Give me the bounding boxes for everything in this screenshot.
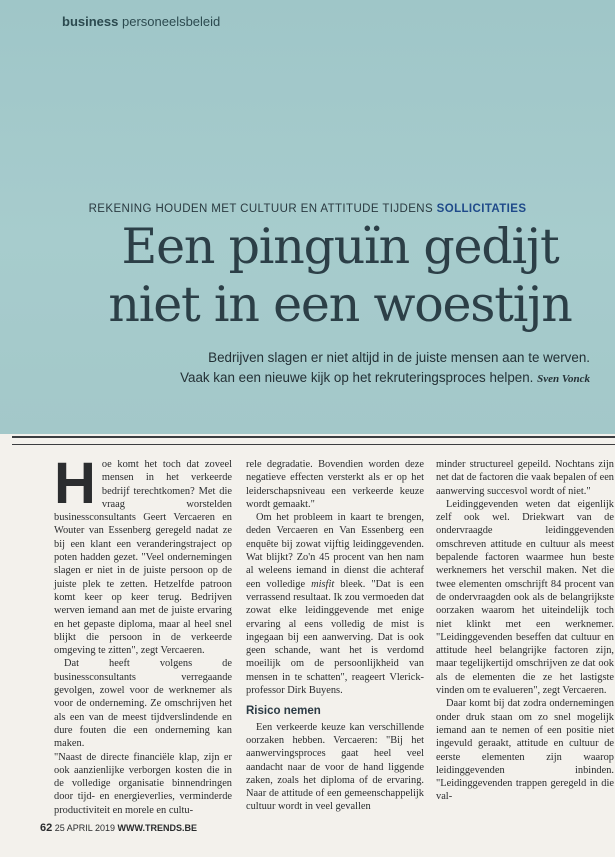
column-3 bbox=[436, 458, 614, 804]
headline-line-2: niet in een woestijn bbox=[108, 276, 572, 333]
section-name: business bbox=[62, 14, 119, 29]
lead-line-1: Bedrijven slagen er niet altijd in de juiste mensen aan te werven. bbox=[208, 350, 590, 365]
issue-date: 25 APRIL 2019 bbox=[54, 823, 115, 833]
page-footer bbox=[40, 822, 197, 834]
kicker bbox=[0, 203, 615, 215]
paragraph: Een verkeerde keuze kan verschillende oorzaken hebben. Vercaeren: "Bij het aanwervingsproces gaat heel veel aandacht naar de voor de hand liggende zaken, zoals het diploma of de ervaring. Naar de attitude of een gemeenschappelijk cultuur wordt in veel gevallen bbox=[246, 721, 424, 813]
paragraph: Dat heeft volgens de businessconsultants verregaande gevolgen, zowel voor de werknemer als voor de onderneming. Ze omschrijven het als een van de meest tijdverslindende en dure fouten die een onderneming kan maken. bbox=[54, 658, 232, 750]
section-sub: personeelsbeleid bbox=[121, 14, 221, 29]
headline bbox=[60, 218, 615, 334]
section-label bbox=[62, 14, 220, 29]
headline-line-1: Een pinguïn gedijt bbox=[121, 218, 559, 275]
site-url: WWW.TRENDS.BE bbox=[117, 823, 197, 833]
page-number: 62 bbox=[40, 822, 53, 834]
lead-paragraph bbox=[120, 348, 590, 389]
column-2 bbox=[246, 458, 424, 814]
italic-term: misfit bbox=[311, 578, 335, 590]
column-1 bbox=[54, 451, 232, 817]
paragraph: rele degradatie. Bovendien worden deze negatieve effecten versterkt als er op het leiderschapsniveau een verkeerde keuze wordt gemaakt." bbox=[246, 459, 424, 510]
kicker-highlight: SOLLICITATIES bbox=[436, 203, 527, 215]
kicker-text: REKENING HOUDEN MET CULTUUR EN ATTITUDE TIJDENS bbox=[88, 203, 434, 215]
paragraph: minder structureel gepeild. Nochtans zijn net dat de factoren die vaak bepalen of een aanwerving succesvol wordt of niet." bbox=[436, 459, 614, 497]
paragraph: Daar komt bij dat zodra ondernemingen onder druk staan om zo snel mogelijk iemand aan te nemen of een positie niet ingevuld geraakt, attitude en cultuur de eerste elementen zijn waarop leidinggevenden inbinden. "Leidinggevenden trappen geregeld in die val- bbox=[436, 698, 614, 803]
paragraph-text: Om het probleem in kaart te brengen, deden Vercaeren en Van Essenberg een enquête bij zowat vijftig leidinggevenden. Wat blijkt? Zo'n 45 procent van hen nam al weleens iemand in dienst die achteraf een volledige bbox=[246, 512, 424, 590]
paragraph: "Naast de directe financiële klap, zijn er ook aanzienlijke verborgen kosten die in de volledige organisatie binnendringen door tijd- en energieverlies, verminderde productiviteit en morele en cultu- bbox=[54, 751, 232, 816]
paragraph: Leidinggevenden weten dat eigenlijk zelf ook wel. Driekwart van de ondervraagde leidinggevenden omschreven attitude en cultuur als meest bepalende factoren waarmee hun beste werknemers het verschil maken. Net die twee elementen omschrijft 84 procent van de ondervraagden ook als de belangrijkste oorzaken waarom het uiteindelijk toch niet klinkt met een werknemer. "Leidinggevenden beseffen dat cultuur en attitude heel belangrijke factoren zijn, maar tegelijkertijd omschrijven ze dat ook als de elementen die ze het lastigste vinden om te evalueren", zegt Vercaeren. bbox=[436, 498, 614, 697]
paragraph bbox=[54, 451, 232, 657]
subheading: Risico nemen bbox=[246, 705, 321, 718]
lead-line-2: Vaak kan een nieuwe kijk op het rekruteringsproces helpen. bbox=[180, 370, 534, 385]
divider-rule bbox=[12, 436, 615, 445]
author-byline: Sven Vonck bbox=[537, 373, 590, 385]
paragraph-text: oe komt het toch dat zoveel mensen in het verkeerde bedrijf terechtkomen? Met die vraag worstelden businessconsultants Geert Vercaeren en Wouter van Essenberg geregeld nadat ze bij een klant een veranderingstraject op poten hadden gezet. "Veel ondernemingen slagen er niet in de juiste persoon op de juiste plek te zetten. Hetzelfde patroon komt keer op keer terug. Bedrijven werven iemand aan met de juiste ervaring en het gepaste diploma, maar al heel snel blijkt die persoon in de verkeerde omgeving te zitten", zegt Vercaeren. bbox=[54, 459, 232, 657]
paragraph-text: bleek. "Dat is een verrassend resultaat. Ik zou vermoeden dat zowat elke leidinggevende met enige ervaring al eens volledig de mist is ingegaan bij een aanwerving. Dat is ook geen schande, want het is verdomd moeilijk om de persoonlijkheid van mensen in te schatten", reageert Vlerick-professor Dirk Buyens. bbox=[246, 578, 424, 697]
paragraph bbox=[246, 511, 424, 697]
drop-cap: H bbox=[54, 451, 96, 516]
